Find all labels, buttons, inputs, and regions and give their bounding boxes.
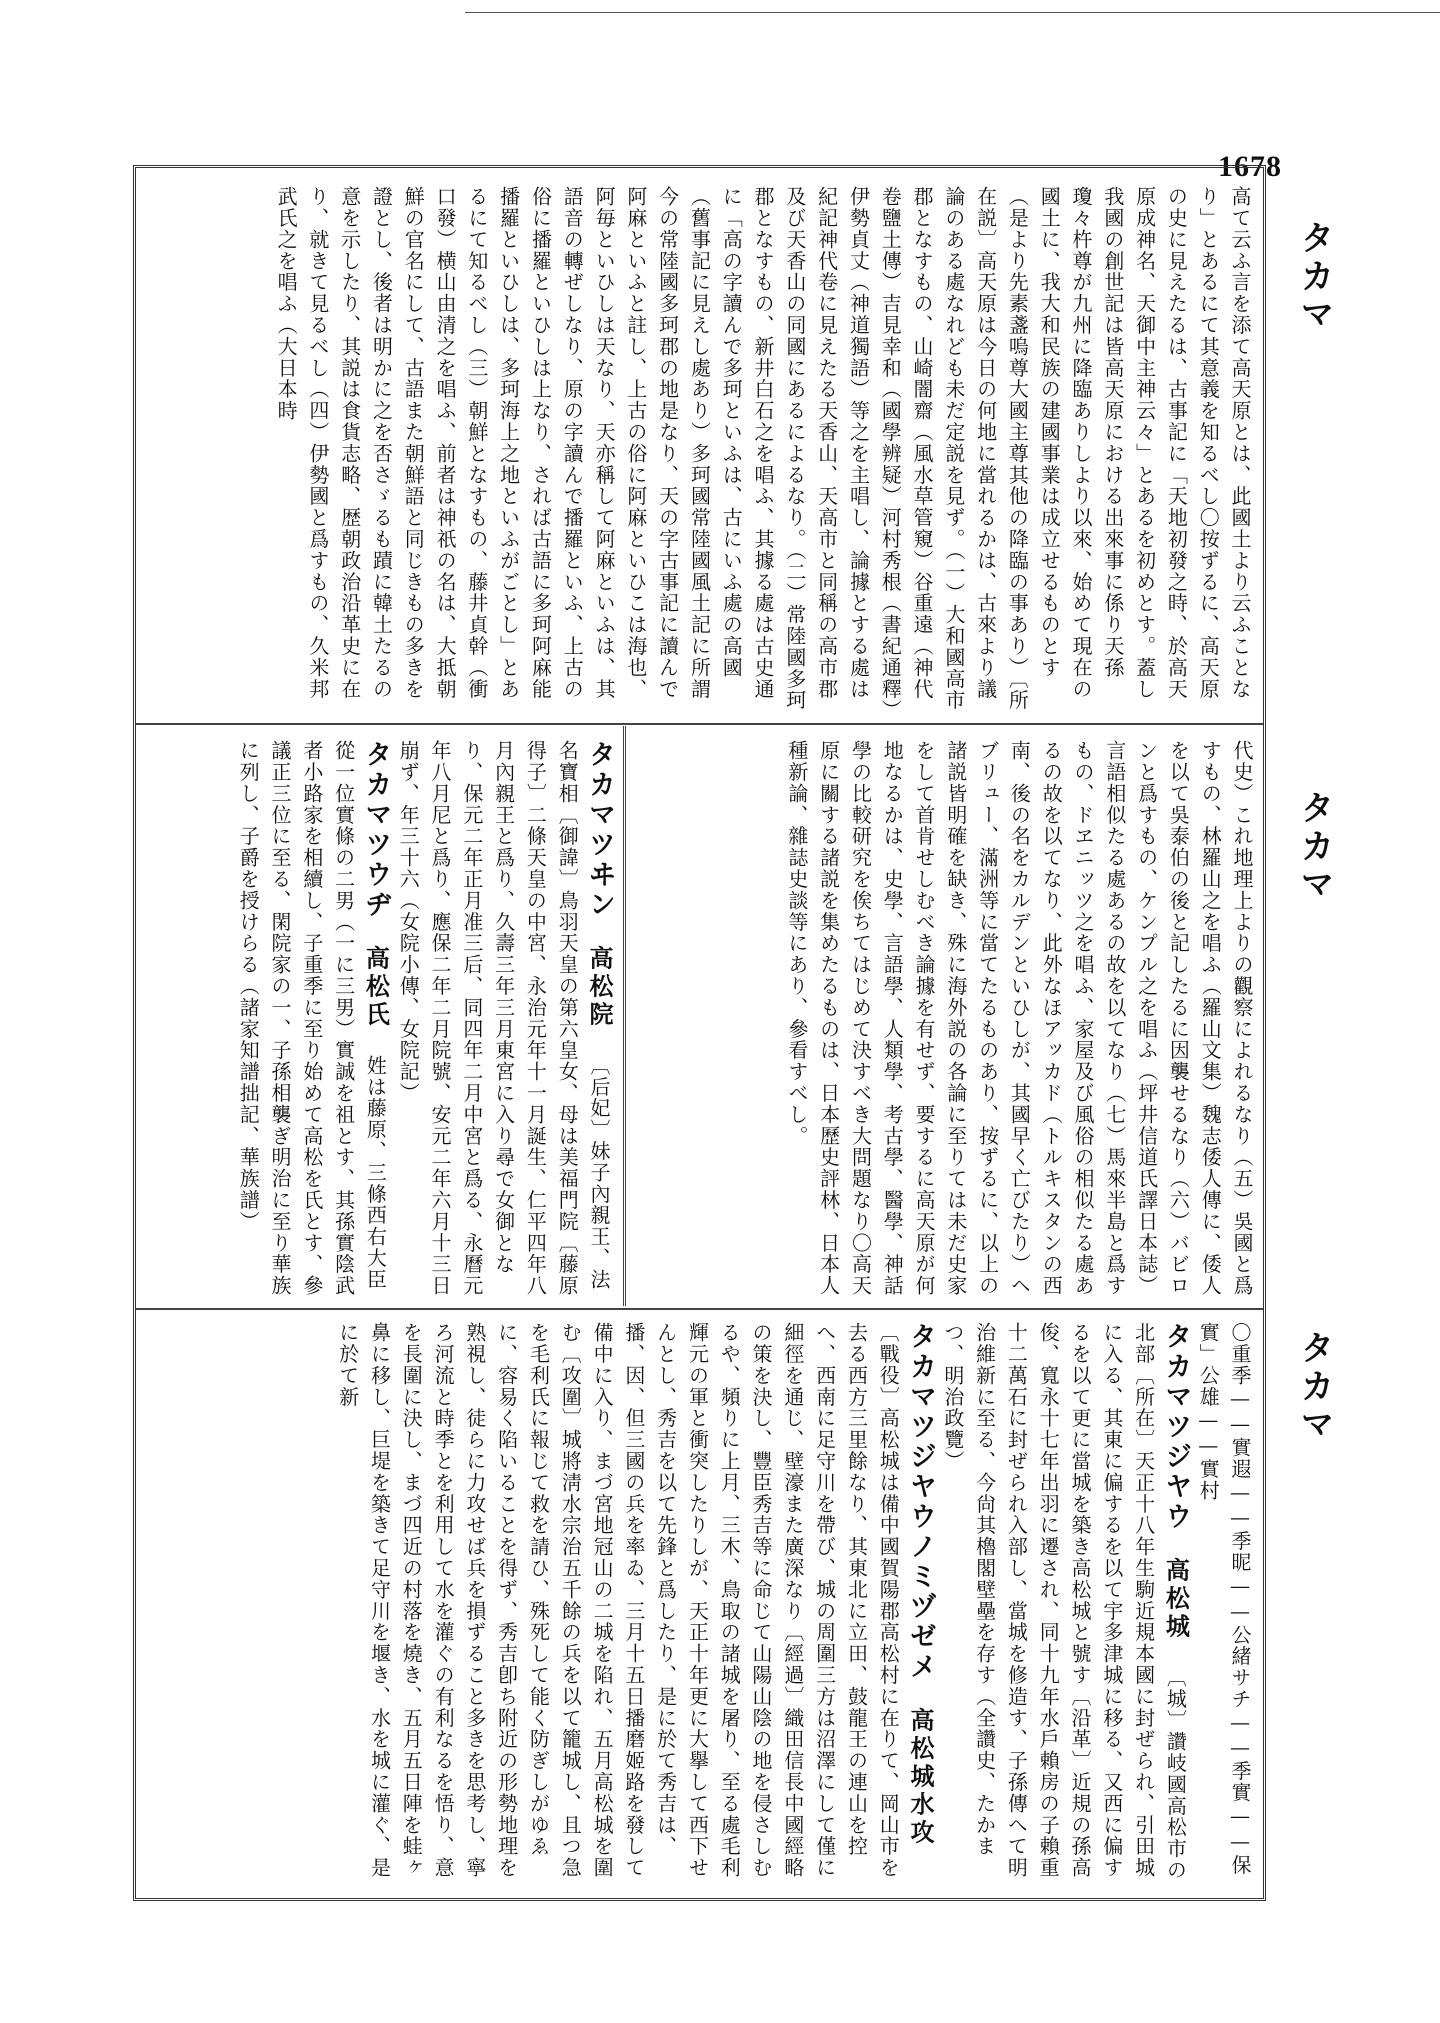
headword-takamatsu-jou: タカマツジヤウ [1160,1322,1192,1532]
body-takamatsu-jou-mizuzeme: 〔戰役〕高松城は備中國賀陽郡高松村に在りて、岡山市を去る西方三里餘なり、其東北に立田、鼓龍王の連山を控へ、西南に足守川を帶び、城の周圍三方は沼澤にして僅に細徑を通じ、壁濠また廣深なり〔經過〕織田信長中國經略の策を決し、豐臣秀吉等に命じて山陽山陰の地を侵さしむるや、頻りに上月、三木、鳥取の諸城を屠り、至る處毛利輝元の軍と衝突したりしが、天正十年更に大擧して西下せんとし、秀吉を以て先鋒と爲したり、是に於て秀吉は、播、因、但三國の兵を率ゐ、三月十五日播磨姬路を發して備中に入り、まづ宮地冠山の二城を陷れ、五月高松城を圍む〔攻圍〕城將淸水宗治五千餘の兵を以て籠城し、且つ急を毛利氏に報じて救を請ひ、殊死して能く防ぎしがゆゑに、容易く陷いることを得ず、秀吉卽ち附近の形勢地理を熟視し、徒らに力攻せば兵を損ずること多きを思考し、寧ろ河流と時季とを利用して水を灌ぐの有利なるを悟り、意を長圍に決し、まづ四近の村落を燒き、五月五日陣を蛙ヶ鼻に移し、巨堤を築きて足守川を堰き、水を城に灌ぐ、是に於て新 [335,1322,901,1879]
headword-takamatsu-uji: タカマツウヂ [360,740,392,920]
kanji-takamatsu-in: 高松院 [585,945,614,1030]
top-edge-rule [465,12,1440,13]
kanji-takamatsu-uji: 高松氏 [361,945,391,1030]
entry-takamatsu-jou [936,1322,1191,1892]
entry-takamatsu-in [391,740,615,1300]
side-label-top: タカマ [1294,220,1334,334]
body-takamatsu-jou: 〔城〕讚岐國高松市の北部〔所在〕天正十八年生駒近規本國に封ぜられ、引田城に入る、其東に偏するを以て宇多津城に移る、又西に偏するを以て更に當城を築き高松城と號す〔沿革〕近規の孫高俊、寬永十七年出羽に遷され、同十九年水戶賴房の子賴重十二萬石に封ぜられ入部し、當城を修造す、子孫傳へて明治維新に至る、今尙其櫓閣壁壘を存す（全讚史、たかまつ、明治政覽） [940,1322,1188,1881]
entry-takamatsu-jou-mizuzeme [331,1322,936,1892]
headword-takamatsu-in: タカマツヰン [584,740,615,920]
side-label-bottom: タカマ [1294,1330,1334,1444]
entries-left-column [145,740,615,1300]
bottom-entries [145,1322,1255,1892]
kanji-takamatsu-jou: 高松城 [1161,1557,1191,1642]
divider-top-middle [136,723,1263,725]
body-takamatsu-in: 〔后妃〕妹子內親王、法名寶相〔御諱〕鳥羽天皇の第六皇女、母は美福門院〔藤原得子〕二條天皇の中宮、永治元年十一月誕生、仁平四年八月內親王と爲り、久壽三年三月東宮に入り尋で女御となり、保元二年正月准三后、同四年二月中宮と爲る、永曆元年八月尼と爲り、應保二年二月院號、安元二年六月十三日崩ず、年三十六（女院小傳、女院記） [396,740,611,1297]
article-takamagahara-part1: 高て云ふ言を添て高天原とは、此國土より云ふことなり」とあるにて其意義を知るべし〇按ずるに、高天原の史に見えたるは、古事記に「天地初發之時、於高天原成神名、天御中主神云々」とあるを初めとす。蓋し我國の創世記は皆高天原における出來事に係り天孫瓊々杵尊が九州に降臨ありしより以來、始めて現在の國土に、我大和民族の建國事業は成立せるものとす（是より先素盞嗚尊大國主尊其他の降臨の事あり）〔所在説〕高天原は今日の何地に當れるかは、古來より議論のある處なれども未だ定説を見ず。（一）大和國高市郡となすもの、山崎闇齋（風水草管窺）谷重遠（神代卷鹽土傳）吉見幸和（國學辨疑）河村秀根（書紀通釋）伊勢貞丈（神道獨語）等之を主唱し、論據とする處は紀記神代卷に見えたる天香山、天高市と同稱の高市郡及び天香山の同國にあるによるなり。（二）常陸國多珂郡となすもの、新井白石之を唱ふ、其據る處は古史通に「高の字讀んで多珂といふは、古にいふ處の高國（舊事記に見えし處あり）多珂國常陸國風土記に所謂今の常陸國多珂郡の地是なり、天の字古事記に讀んで阿麻といふと註し、上古の俗に阿麻といひこは海也、阿毎といひしは天なり、天亦稱して阿麻といふは、其語音の轉ぜしなり、原の字讀んで播羅といふ、上古の俗に播羅といひしは上なり、されば古語に多珂阿麻能播羅といひしは、多珂海上之地といふがごとし」とあるにて知るべし（三）朝鮮となすもの、藤井貞幹（衝口發）横山由清之を唱ふ、前者は神祇の名は、大抵朝鮮の官名にして、古語また朝鮮語と同じきもの多きを證とし、後者は明かに之を否さゞるも蹟に韓土たるの意を示したり、其説は食貨志略、歴朝政治沿革史に在り、就きて見るべし（四）伊勢國と爲すもの、久米邦武氏之を唱ふ（大日本時 [274,186,1252,711]
page-number: 1678 [1218,150,1282,183]
middle-column-rule [623,726,626,1306]
article-takamagahara-part2: 代史）これ地理上よりの觀察によれるなり（五）吳國と爲すもの、林羅山之を唱ふ（羅山文集）魏志倭人傳に、倭人を以て吳泰伯の後と記したるに因襲せるなり（六）バビロンと爲すもの、ケンプル之を唱ふ（坪井信道氏譯日本誌）言語相似たる處あるの故を以てなり（七）馬來半島と爲すもの、ドヱニッツ之を唱ふ、家屋及び風俗の相似たる處あるの故を以てなり、此外なほアッカド（トルキスタンの西南、後の名をカルデンといひしが、其國早く亡びたり）ヘブリュー、滿洲等に當てたるものあり、按ずるに、以上の諸説皆明確を缺き、殊に海外説の各論に至りては未だ史家をして首肯せしむべき論據を有せず、要するに高天原が何地なるかは、史學、言語學、人類學、考古學、醫學、神話學の比較研究を俟ちてはじめて決すべき大問題なり〇高天原に關する諸説を集めたるものは、日本歷史評林、日本人種新論、雜誌史談等にあり、參看すべし。 [784,740,1254,1297]
body-takamatsu-uji: 姓は藤原、三條西右大臣從一位實條の二男（一に三男）實誠を祖とす、其孫實陰武者小路家を相續し、子重季に至り始めて高松を氏とす、參議正三位に至る、閑院家の一、子孫相襲ぎ明治に至り華族に列し、子爵を授けらる（諸家知譜拙記、華族譜） [236,740,388,1297]
genealogy-line: 〇重季——實遐——季昵——公緒サチ——季實——保實」公雄——實村 [1196,1322,1252,1876]
divider-middle-bottom [136,1308,1263,1310]
kanji-takamatsu-jou-mizuzeme: 高松城水攻 [906,1707,936,1848]
headword-takamatsu-jou-mizuzeme: タカマツジヤウノミヅゼメ [905,1322,937,1682]
side-label-middle: タカマ [1294,790,1334,904]
entry-takamatsu-uji [231,740,391,1300]
